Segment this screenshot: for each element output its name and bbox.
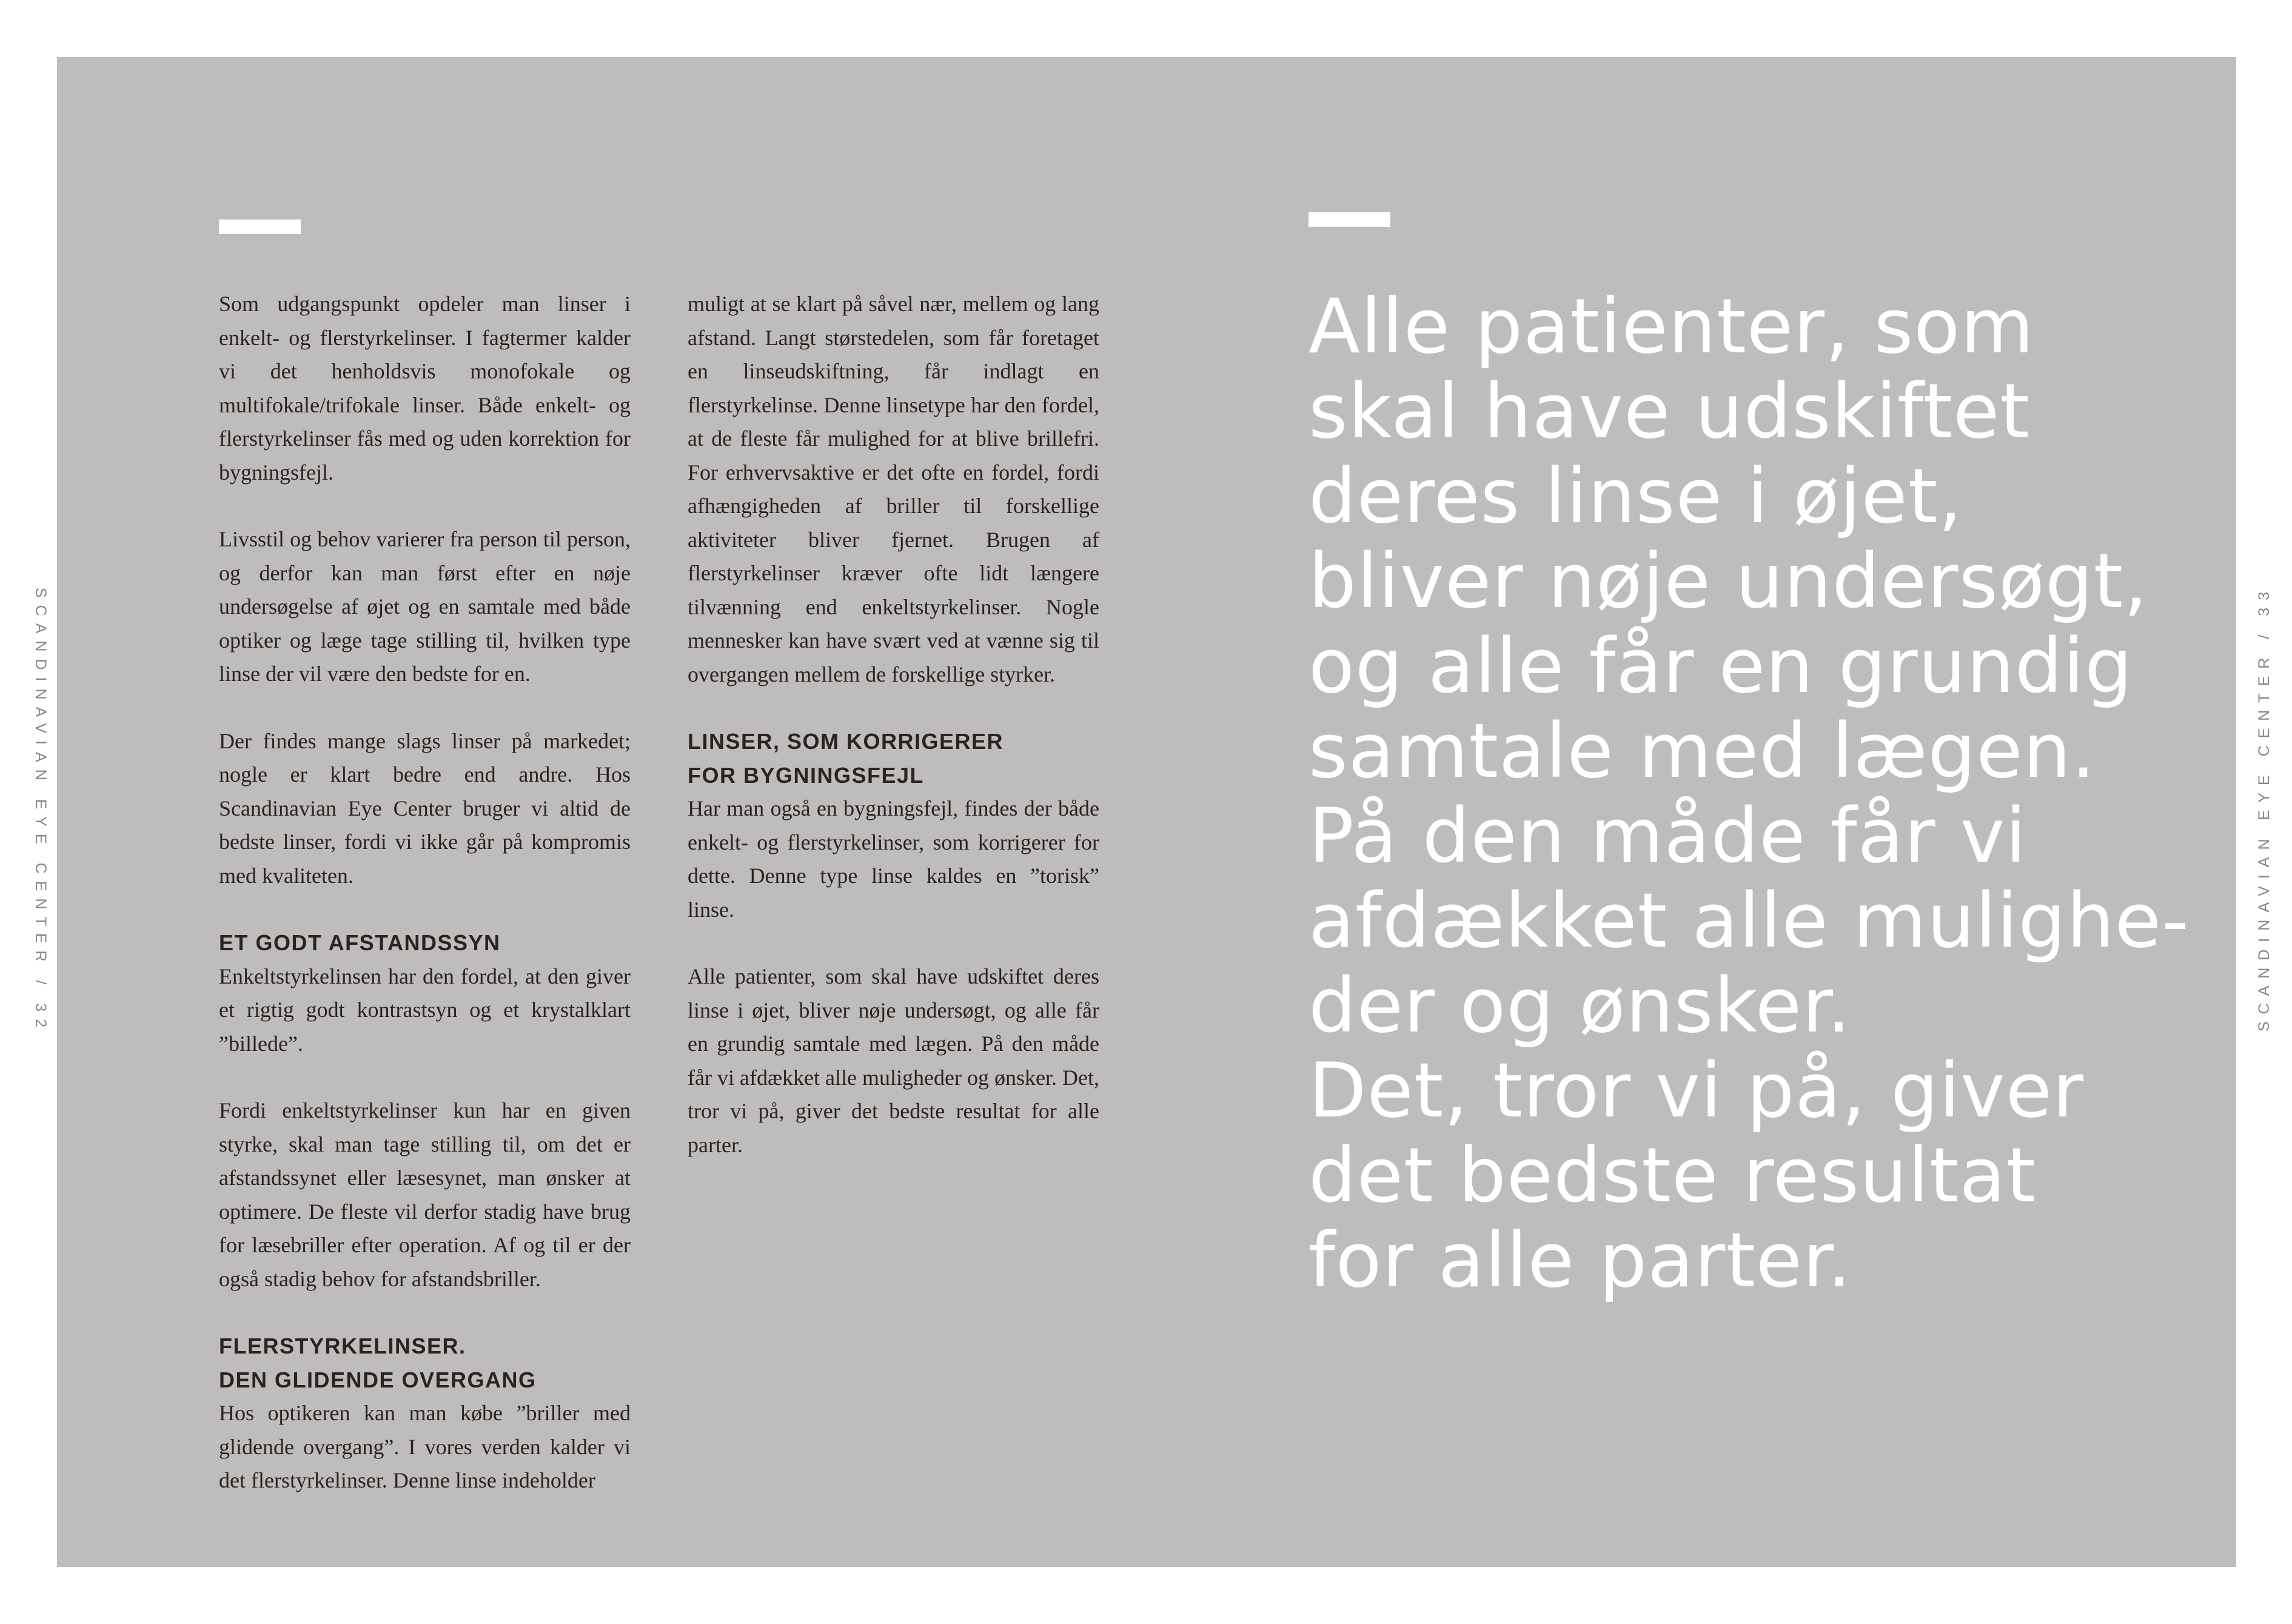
paragraph: Der findes mange slags linser på markedet; nogle er klart bedre end andre. Hos Scandinavian Eye Center bruger vi altid de bedste linser, fordi vi ikke går på kompromis med kvaliteten. [219,728,631,888]
heading-line: LINSER, SOM KORRIGERER [688,729,1004,754]
quote-line: afdækket alle mulighe- [1309,877,2190,965]
paragraph: Enkeltstyrkelinsen har den fordel, at den giver et rigtig godt kontrastsyn og et krystalklart ”billede”. [219,964,631,1056]
paragraph: Hos optikeren kan man købe ”briller med glidende overgang”. I vores verden kalder vi det flerstyrkelinser. Denne linse indeholder [219,1401,631,1492]
quote-line: bliver nøje undersøgt, [1309,538,2148,625]
accent-rule-right [1309,212,1390,227]
quote-line: der og ønsker. [1309,962,1852,1050]
quote-line: og alle får en grundig [1309,623,2133,710]
quote-line: Alle patienter, som [1309,283,2035,371]
paragraph: Livsstil og behov varierer fra person til person, og derfor kan man først efter en nøje undersøgelse af øjet og en samtale med både optiker og læge tage stilling til, hvilken type linse der vil være den bedste for en. [219,527,631,686]
accent-rule-left [219,220,301,234]
section-heading [219,1329,631,1397]
pull-quote [1309,284,2254,1303]
quote-line: deres linse i øjet, [1309,453,1963,540]
page-label-right: SCANDINAVIAN EYE CENTER / 33 [2256,585,2273,1032]
heading-line: DEN GLIDENDE OVERGANG [219,1367,537,1392]
heading-line: FLERSTYRKELINSER. [219,1334,466,1358]
page-spread [57,57,2236,1567]
paragraph: Har man også en bygningsfejl, findes der både enkelt- og flerstyrkelinser, som korrigerer for dette. Denne type linse kaldes en ”torisk” linse. [688,796,1099,922]
text-column-2 [688,287,1099,1195]
quote-line: samtale med lægen. [1309,708,2096,795]
section-heading: ET GODT AFSTANDSSYN [219,930,501,955]
paragraph: muligt at se klart på såvel nær, mellem og lang afstand. Langt størstedelen, som får foretaget en linseudskiftning, får indlagt en flerstyrkelinse. Denne linsetype har den fordel, at de fleste får mulighed for at blive brillefri. For erhvervsaktive er det ofte en fordel, fordi afhængigheden af briller til forskellige aktiviteter bliver fjernet. Brugen af flerstyrkelinser kræver ofte lidt længere tilvænning end enkeltstyrkelinser. Nogle mennesker kan have svært ved at vænne sig til overgangen mellem de forskellige styrker. [688,292,1099,686]
quote-line: for alle parter. [1309,1217,1852,1304]
quote-line: det bedste resultat [1309,1132,2037,1220]
paragraph: Fordi enkeltstyrkelinser kun har en given styrke, skal man tage stilling til, om det er afstandssynet eller læsesynet, man ønsker at optimere. De fleste vil derfor stadig have brug for læsebriller efter operation. Af og til er der også stadig behov for afstandsbriller. [219,1098,631,1291]
quote-line: skal have udskiftet [1309,368,2030,455]
text-column-1 [219,287,631,1531]
section-heading [688,725,1099,792]
paragraph: Alle patienter, som skal have udskiftet deres linse i øjet, bliver nøje undersøgt, og alle får en grundig samtale med lægen. På den måde får vi afdækket alle muligheder og ønsker. Det, tror vi på, giver det bedste resultat for alle parter. [688,964,1099,1157]
paragraph: Som udgangspunkt opdeler man linser i enkelt- og flerstyrkelinser. I fagtermer kalder vi det henholdsvis monofokale og multifokale/trifokale linser. Både enkelt- og flerstyrkelinser fås med og uden korrektion for bygningsfejl. [219,292,631,485]
page-label-left: SCANDINAVIAN EYE CENTER / 32 [32,588,49,1035]
heading-line: FOR BYGNINGSFEJL [688,762,925,788]
quote-line: Det, tror vi på, giver [1309,1047,2084,1135]
quote-line: På den måde får vi [1309,793,2027,880]
